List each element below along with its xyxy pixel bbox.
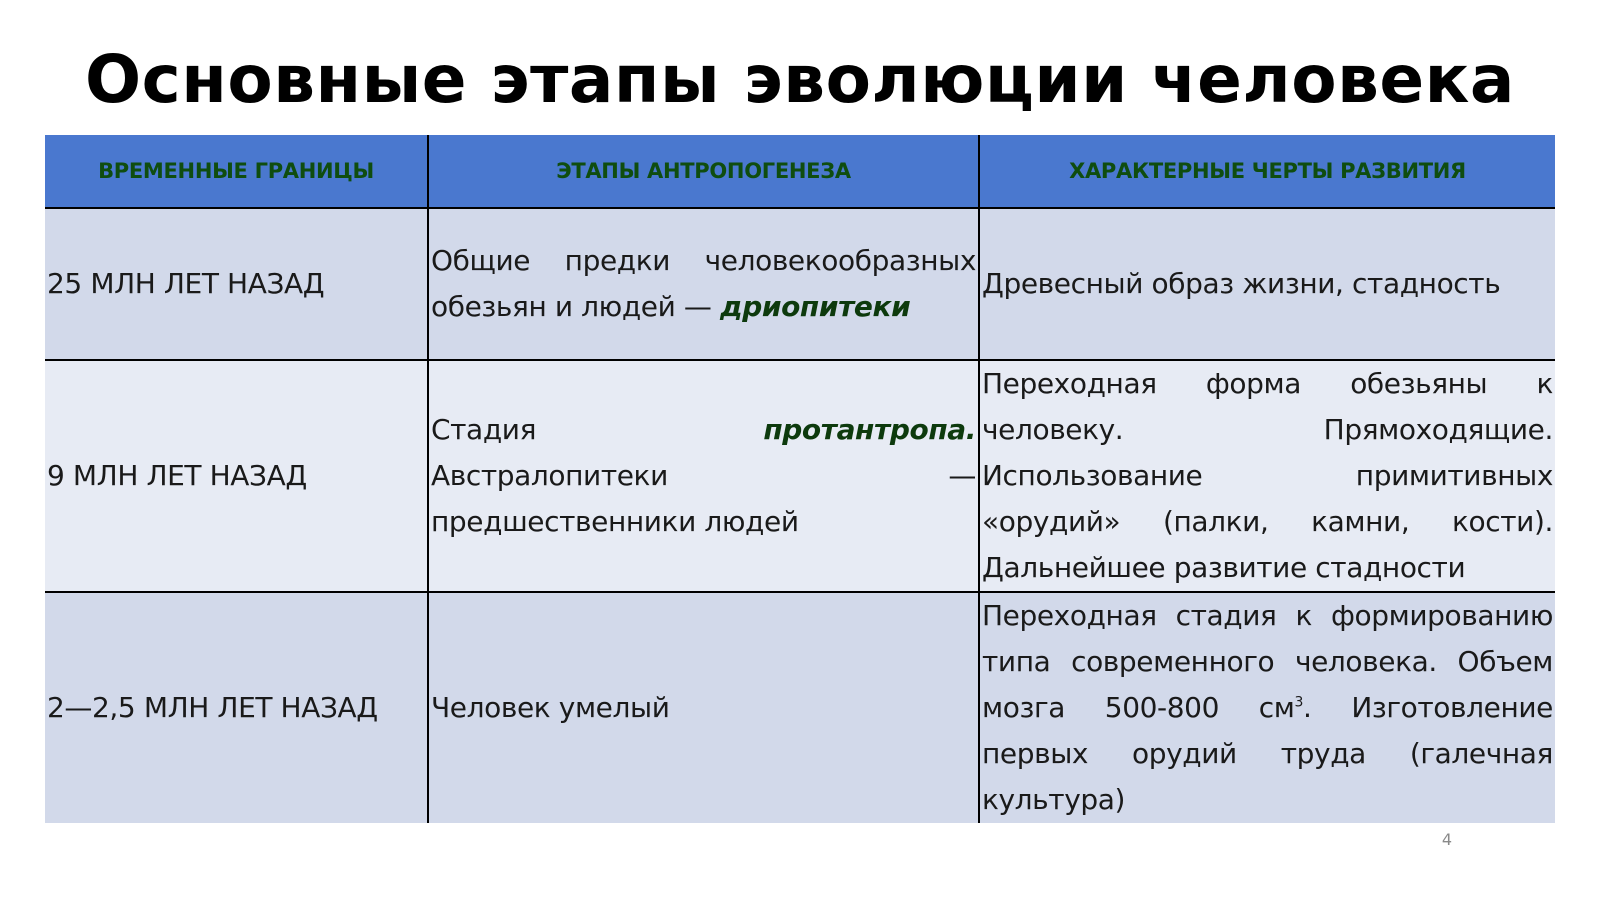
page-number: 4 xyxy=(1441,830,1452,849)
cell-features xyxy=(979,208,1555,360)
cell-time: 25 МЛН ЛЕТ НАЗАД xyxy=(45,208,428,360)
stage-text: Стадия xyxy=(431,413,764,446)
cell-features xyxy=(979,360,1555,592)
table-row xyxy=(45,360,1555,592)
table-row xyxy=(45,208,1555,360)
features-text: Древесный образ жизни, стадность xyxy=(982,267,1501,300)
features-text: Переходная стадия к формированию типа современного человека. Объем мозга 500-800 см xyxy=(982,599,1553,724)
cell-features xyxy=(979,592,1555,823)
table-row xyxy=(45,592,1555,823)
stage-tail: Австралопитеки — предшественники людей xyxy=(431,459,976,538)
features-text: Переходная форма обезьяны к человеку. Прямоходящие. Использование примитивных «орудий» (палки, камни, кости). Дальнейшее развитие стадности xyxy=(982,367,1553,584)
stage-emphasis: дриопитеки xyxy=(720,290,911,323)
features-superscript: 3 xyxy=(1294,694,1304,711)
cell-stage xyxy=(428,208,979,360)
stage-text: Общие предки человекообразных обезьян и людей — xyxy=(431,244,976,323)
stage-emphasis: протантропа. xyxy=(763,413,976,446)
header-time-bounds: ВРЕМЕННЫЕ ГРАНИЦЫ xyxy=(45,135,428,208)
cell-time: 2—2,5 МЛН ЛЕТ НАЗАД xyxy=(45,592,428,823)
cell-stage xyxy=(428,592,979,823)
stage-text: Человек умелый xyxy=(431,691,670,724)
evolution-stages-table xyxy=(45,135,1555,823)
table-header-row xyxy=(45,135,1555,208)
header-anthropogenesis-stages: ЭТАПЫ АНТРОПОГЕНЕЗА xyxy=(428,135,979,208)
features-tail: . Изготовление первых орудий труда (галечная культура) xyxy=(982,691,1553,816)
slide-title: Основные этапы эволюции человека xyxy=(85,41,1515,118)
cell-stage xyxy=(428,360,979,592)
header-development-features: ХАРАКТЕРНЫЕ ЧЕРТЫ РАЗВИТИЯ xyxy=(979,135,1555,208)
cell-time: 9 МЛН ЛЕТ НАЗАД xyxy=(45,360,428,592)
